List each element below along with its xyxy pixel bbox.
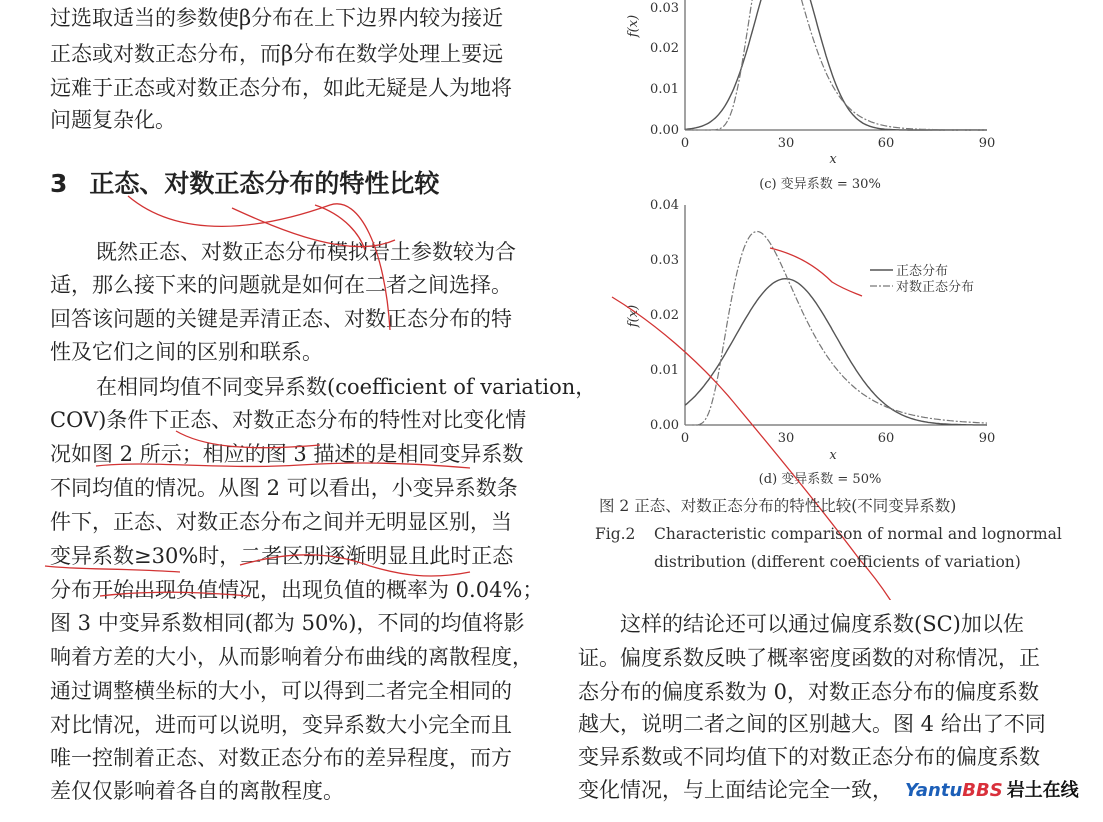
normal-curve: [685, 279, 987, 425]
text-line: 既然正态、对数正态分布模拟岩土参数较为合: [96, 240, 516, 264]
text-line: 越大，说明二者之间的区别越大。图 4 给出了不同: [578, 712, 1046, 736]
x-tick-label: 30: [777, 431, 795, 446]
figure-caption-en-line-2: distribution (different coefficients of variation): [654, 553, 1021, 571]
lognormal-curve: [685, 232, 987, 426]
normal-curve: [685, 0, 987, 130]
text-line: 变异系数≥30%时，二者区别逐渐明显且此时正态: [50, 544, 514, 568]
y-tick-label: 0.00: [650, 418, 679, 433]
logo-part: Yantu: [905, 780, 963, 801]
x-tick-label: 0: [680, 431, 690, 446]
text-line: 不同均值的情况。从图 2 可以看出，小变异系数条: [50, 476, 518, 500]
y-tick-label: 0.00: [650, 123, 679, 138]
y-axis-label: f(x): [626, 304, 641, 328]
legend: [870, 264, 974, 295]
text-line: COV)条件下正态、对数正态分布的特性对比变化情: [50, 408, 527, 432]
lognormal-curve: [685, 0, 987, 130]
x-axis-label: x: [829, 152, 837, 167]
panel-c: [626, 0, 995, 192]
text-line: 变化情况，与上面结论完全一致，: [578, 778, 893, 802]
text-line: 况如图 2 所示；相应的图 3 描述的是相同变异系数: [50, 442, 524, 466]
logo-part: 岩土在线: [1006, 780, 1079, 801]
y-tick-label: 0.03: [650, 1, 679, 16]
x-tick-label: 60: [877, 431, 895, 446]
section-title: 正态、对数正态分布的特性比较: [89, 169, 440, 198]
y-tick-label: 0.02: [650, 41, 679, 56]
x-tick-label: 90: [978, 136, 996, 151]
x-tick-label: 60: [877, 136, 895, 151]
text-line: 态分布的偏度系数为 0，对数正态分布的偏度系数: [578, 680, 1040, 704]
text-line: 远难于正态或对数正态分布，如此无疑是人为地将: [50, 76, 512, 100]
text-line: 证。偏度系数反映了概率密度函数的对称情况，正: [578, 646, 1040, 670]
panel-caption: (d) 变异系数 = 50%: [758, 472, 882, 487]
figure-caption-en-line-1: Characteristic comparison of normal and lognormal: [654, 525, 1062, 543]
section-number: 3: [50, 169, 68, 198]
text-line: 适，那么接下来的问题就是如何在二者之间选择。: [50, 273, 512, 297]
text-line: 通过调整横坐标的大小，可以得到二者完全相同的: [50, 679, 512, 703]
figure-caption-cn: 图 2 正态、对数正态分布的特性比较(不同变异系数): [599, 497, 957, 515]
panel-caption: (c) 变异系数 = 30%: [759, 177, 881, 192]
legend-label: 正态分布: [896, 264, 949, 279]
text-line: 这样的结论还可以通过偏度系数(SC)加以佐: [620, 612, 1024, 636]
x-tick-label: 30: [777, 136, 795, 151]
text-line: 过选取适当的参数使β分布在上下边界内较为接近: [50, 6, 504, 30]
text-line: 问题复杂化。: [50, 108, 176, 132]
text-line: 差仅仅影响着各自的离散程度。: [50, 779, 344, 803]
x-axis-label: x: [829, 448, 837, 463]
panel-d: [626, 198, 995, 487]
text-line: 唯一控制着正态、对数正态分布的差异程度，而方: [50, 746, 512, 770]
y-tick-label: 0.04: [650, 198, 679, 213]
y-tick-label: 0.02: [650, 308, 679, 323]
text-line: 性及它们之间的区别和联系。: [50, 340, 323, 364]
logo-part: BBS: [962, 780, 1003, 801]
y-tick-label: 0.01: [650, 82, 679, 97]
text-line: 正态或对数正态分布，而β分布在数学处理上要远: [50, 42, 504, 66]
y-tick-label: 0.01: [650, 363, 679, 378]
x-tick-label: 0: [680, 136, 690, 151]
text-line: 图 3 中变异系数相同(都为 50%)，不同的均值将影: [50, 611, 525, 635]
legend-label: 对数正态分布: [896, 280, 975, 295]
figure-caption-label: Fig.2: [595, 525, 636, 543]
x-tick-label: 90: [978, 431, 996, 446]
text-line: 回答该问题的关键是弄清正态、对数正态分布的特: [50, 307, 512, 331]
text-line: 分布开始出现负值情况，出现负值的概率为 0.04%；: [50, 578, 544, 602]
text-line: 变异系数或不同均值下的对数正态分布的偏度系数: [578, 745, 1040, 769]
text-line: 响着方差的大小，从而影响着分布曲线的离散程度，: [50, 645, 533, 669]
text-line: 在相同均值不同变异系数(coefficient of variation，: [96, 375, 597, 399]
y-tick-label: 0.03: [650, 253, 679, 268]
text-line: 件下，正态、对数正态分布之间并无明显区别，当: [50, 510, 512, 534]
y-axis-label: f(x): [626, 14, 641, 38]
text-line: 对比情况，进而可以说明，变异系数大小完全而且: [50, 713, 512, 737]
yantu-bbs-logo: [905, 776, 1079, 802]
